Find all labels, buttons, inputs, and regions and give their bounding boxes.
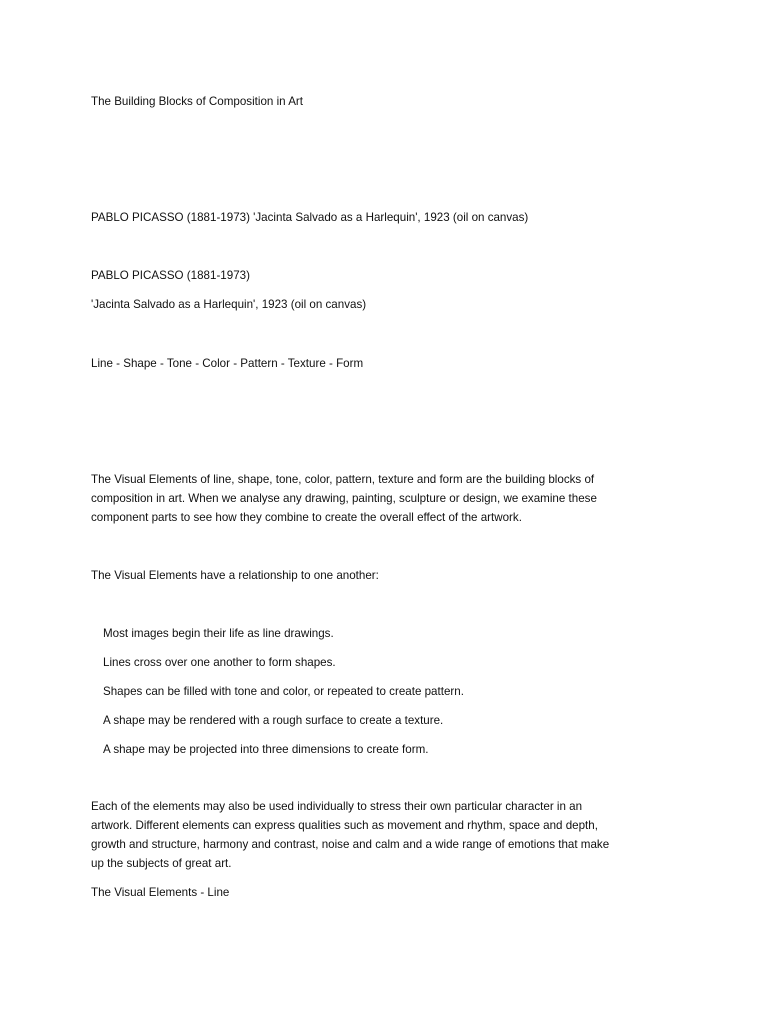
artwork-caption: PABLO PICASSO (1881-1973) 'Jacinta Salvado as a Harlequin', 1923 (oil on canvas)	[91, 211, 529, 224]
intro-line: component parts to see how they combine to create the overall effect of the artwork.	[91, 511, 522, 524]
intro-line: composition in art. When we analyse any drawing, painting, sculpture or design, we examine these	[91, 492, 597, 505]
document-title: The Building Blocks of Composition in Art	[91, 95, 304, 108]
closing-line: up the subjects of great art.	[91, 857, 232, 870]
closing-line: Each of the elements may also be used individually to stress their own particular character in an	[91, 800, 583, 813]
elements-list: Line - Shape - Tone - Color - Pattern - Texture - Form	[91, 357, 364, 370]
artist-line: PABLO PICASSO (1881-1973)	[91, 269, 250, 282]
closing-line: artwork. Different elements can express qualities such as movement and rhythm, space and depth,	[91, 819, 598, 832]
list-item: Shapes can be filled with tone and color, or repeated to create pattern.	[103, 685, 464, 698]
list-item: A shape may be rendered with a rough surface to create a texture.	[103, 714, 444, 727]
relationship-heading: The Visual Elements have a relationship to one another:	[91, 569, 379, 582]
list-item: Lines cross over one another to form shapes.	[103, 656, 336, 669]
list-item: Most images begin their life as line drawings.	[103, 627, 334, 640]
artwork-line: 'Jacinta Salvado as a Harlequin', 1923 (oil on canvas)	[91, 298, 367, 311]
section-heading: The Visual Elements - Line	[91, 886, 230, 899]
intro-line: The Visual Elements of line, shape, tone, color, pattern, texture and form are the building blocks of	[91, 473, 595, 486]
closing-line: growth and structure, harmony and contrast, noise and calm and a wide range of emotions that make	[91, 838, 610, 851]
list-item: A shape may be projected into three dimensions to create form.	[103, 743, 429, 756]
